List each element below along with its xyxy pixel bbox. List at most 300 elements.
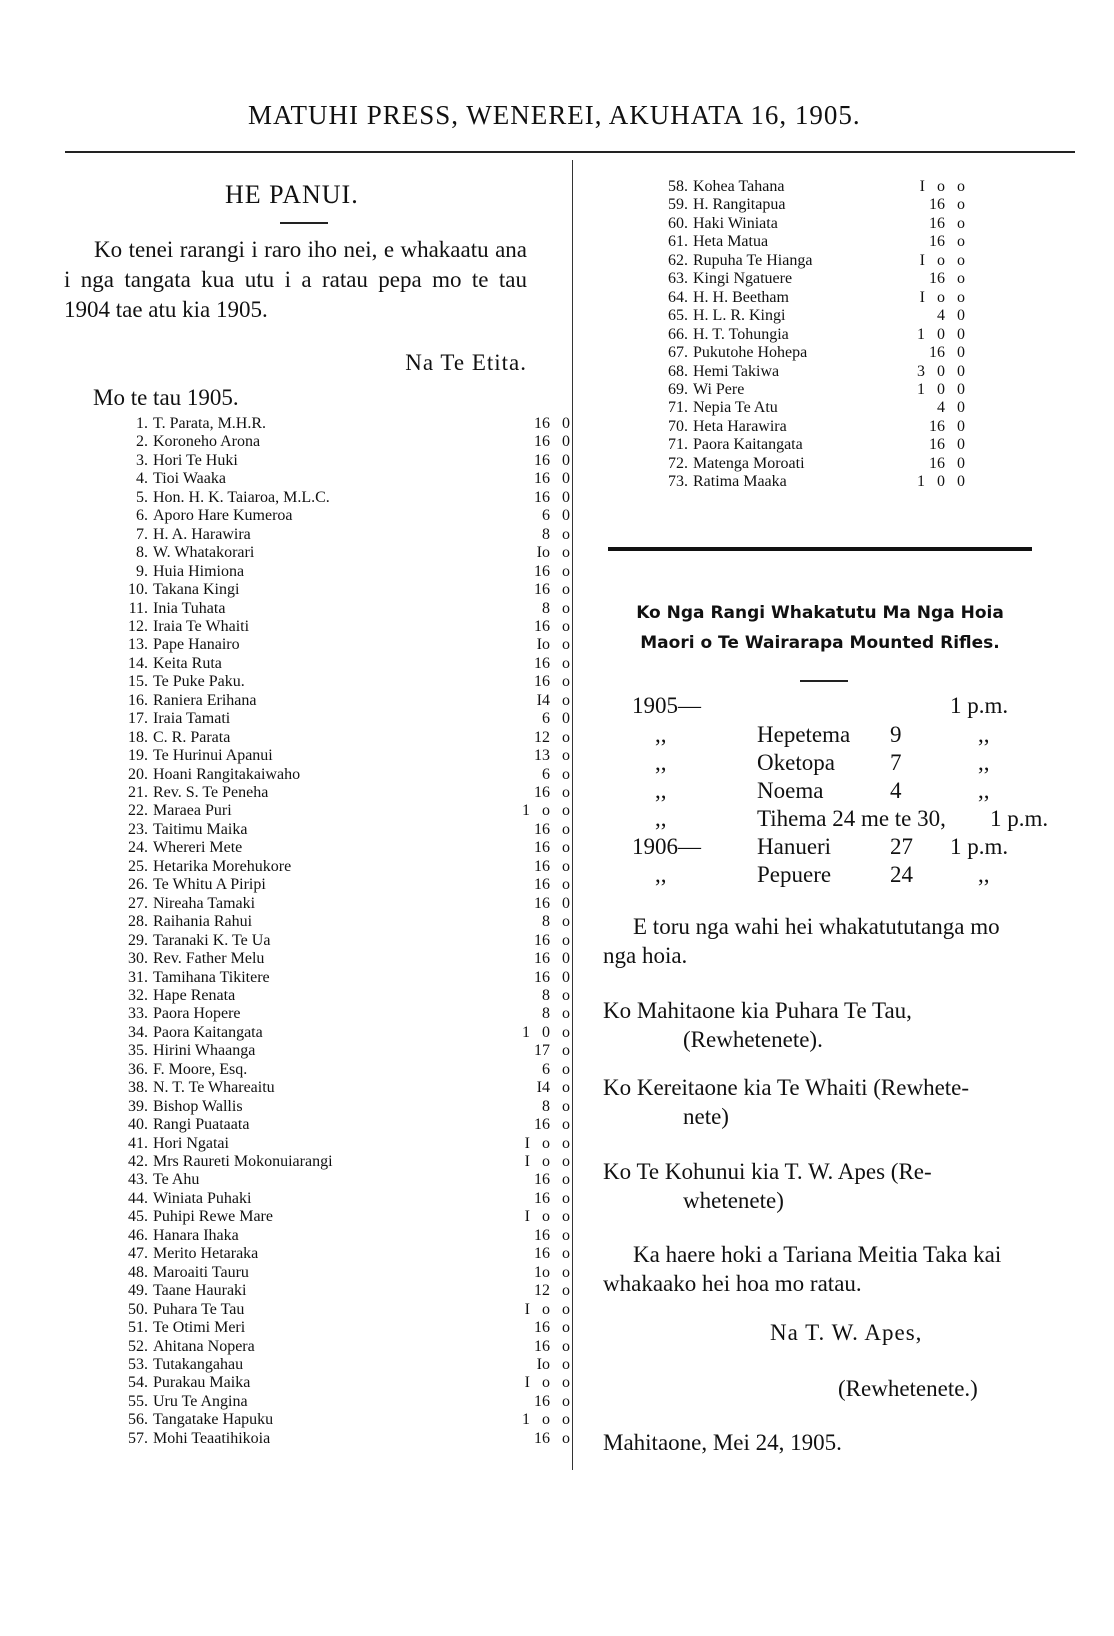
amount-part: 1o — [534, 1263, 550, 1281]
amount-part: o — [562, 1042, 570, 1060]
amount-paid — [890, 435, 965, 454]
amount-part: 16 — [534, 1392, 550, 1410]
subscriber-name: Whereri Mete — [153, 839, 243, 857]
amount-part: o — [562, 728, 570, 746]
subscriber-row — [110, 1060, 570, 1079]
amount-paid — [490, 580, 570, 599]
subscriber-name: Haki Winiata — [693, 214, 778, 232]
amount-paid — [490, 691, 570, 710]
amount-part: o — [562, 857, 570, 875]
row-number: 12. — [128, 617, 148, 635]
schedule-time: 1 p.m. — [950, 834, 1009, 859]
schedule-day: 7 — [890, 750, 902, 775]
row-number: 8. — [136, 544, 148, 562]
amount-part: o — [562, 581, 570, 599]
amount-part: 0 — [957, 362, 965, 380]
subscriber-row — [110, 1263, 570, 1282]
column-rule — [572, 160, 573, 1470]
amount-part: Io — [536, 1355, 550, 1373]
amount-part: o — [562, 1097, 570, 1115]
schedule-year: ,, — [655, 750, 667, 775]
subscriber-row — [650, 454, 1010, 473]
subscriber-row — [650, 195, 1010, 214]
amount-part: 6 — [542, 765, 550, 783]
amount-part: 16 — [534, 839, 550, 857]
amount-paid — [490, 432, 570, 451]
amount-part: 16 — [534, 470, 550, 488]
amount-part: o — [957, 288, 965, 306]
row-number: 9. — [136, 562, 148, 580]
subscriber-name: H. L. R. Kingi — [693, 307, 786, 325]
amount-part: 8 — [542, 1005, 550, 1023]
apes-signature: Na T. W. Apes, — [770, 1320, 923, 1345]
row-number: 71. — [668, 399, 688, 417]
row-number: 1. — [136, 415, 148, 432]
amount-part: 16 — [534, 1429, 550, 1447]
row-number: 19. — [128, 747, 148, 765]
amount-part: 0 — [957, 399, 965, 417]
row-number: 17. — [128, 710, 148, 728]
amount-part: 6 — [542, 507, 550, 525]
subscriber-row — [110, 765, 570, 784]
amount-part: o — [562, 747, 570, 765]
amount-part: 8 — [542, 986, 550, 1004]
subscriber-row — [650, 343, 1010, 362]
subscriber-name: Taranaki K. Te Ua — [153, 931, 271, 949]
amount-paid — [490, 783, 570, 802]
amount-part: o — [562, 1153, 570, 1170]
subscriber-row — [110, 1134, 570, 1153]
amount-part: Io — [536, 636, 550, 654]
amount-part: 16 — [534, 562, 550, 580]
amount-part: o — [562, 691, 570, 709]
amount-part: 1 — [917, 473, 925, 491]
row-number: 41. — [128, 1134, 148, 1152]
amount-part: o — [562, 986, 570, 1004]
row-number: 34. — [128, 1023, 148, 1041]
amount-part: 16 — [534, 617, 550, 635]
schedule-day: 24 — [890, 862, 913, 887]
place-2 — [603, 1073, 1033, 1131]
amount-part: I — [919, 178, 925, 195]
subscriber-row — [110, 1097, 570, 1116]
subscriber-row — [650, 177, 1010, 196]
amount-part: 16 — [534, 820, 550, 838]
row-number: 13. — [128, 636, 148, 654]
subscriber-name: Inia Tuhata — [153, 599, 226, 617]
subscriber-name: F. Moore, Esq. — [153, 1060, 248, 1078]
amount-part: o — [562, 1079, 570, 1097]
subscriber-name: Bishop Wallis — [153, 1097, 243, 1115]
rifles-heading — [600, 598, 1040, 658]
amount-part: 16 — [534, 1171, 550, 1189]
rifles-rule — [800, 680, 848, 682]
amount-part: o — [957, 270, 965, 288]
subscriber-row — [110, 1392, 570, 1411]
amount-paid — [490, 765, 570, 784]
amount-part: 1 — [522, 1023, 530, 1041]
amount-paid — [490, 1097, 570, 1116]
subscriber-row — [110, 709, 570, 728]
amount-paid — [490, 599, 570, 618]
amount-paid — [490, 801, 570, 820]
amount-part: 0 — [562, 451, 570, 469]
amount-paid — [490, 728, 570, 747]
amount-part: o — [562, 802, 570, 820]
amount-paid — [490, 1152, 570, 1171]
amount-part: 16 — [929, 417, 945, 435]
amount-part: 16 — [929, 233, 945, 251]
place-1-line1: Ko Mahitaone kia Puhara Te Tau, — [603, 998, 912, 1023]
subscriber-name: Rev. Father Melu — [153, 950, 265, 968]
row-number: 40. — [128, 1116, 148, 1134]
subscriber-name: Tamihana Tikitere — [153, 968, 270, 986]
row-number: 11. — [128, 599, 148, 617]
row-number: 18. — [128, 728, 148, 746]
amount-part: I — [524, 1153, 530, 1170]
subscriber-name: W. Whatakorari — [153, 544, 255, 562]
subscriber-name: Maroaiti Tauru — [153, 1263, 249, 1281]
amount-part: 3 — [917, 362, 925, 380]
subscriber-name: Wi Pere — [693, 380, 745, 398]
row-number: 29. — [128, 931, 148, 949]
amount-part: 0 — [562, 950, 570, 968]
subscriber-row — [110, 875, 570, 894]
amount-part: 6 — [542, 1060, 550, 1078]
subscriber-name: T. Parata, M.H.R. — [153, 415, 267, 432]
subscriber-name: Nireaha Tamaki — [153, 894, 256, 912]
amount-paid — [490, 1170, 570, 1189]
subscriber-name: Ahitana Nopera — [153, 1337, 255, 1355]
amount-paid — [490, 414, 570, 433]
subscriber-row — [110, 451, 570, 470]
subscriber-name: Hemi Takiwa — [693, 362, 780, 380]
row-number: 2. — [136, 433, 148, 451]
schedule-time: ,, — [978, 862, 990, 887]
amount-part: o — [562, 1300, 570, 1318]
amount-part: o — [562, 1060, 570, 1078]
row-number: 66. — [668, 325, 688, 343]
subscriber-row — [110, 728, 570, 747]
amount-part: 0 — [937, 473, 945, 491]
subscriber-name: Raniera Erihana — [153, 691, 257, 709]
amount-part: I — [919, 288, 925, 306]
row-number: 62. — [668, 251, 688, 269]
row-number: 51. — [128, 1319, 148, 1337]
row-number: 38. — [128, 1079, 148, 1097]
schedule-year: ,, — [655, 862, 667, 887]
row-number: 28. — [128, 913, 148, 931]
row-number: 20. — [128, 765, 148, 783]
amount-part: o — [562, 525, 570, 543]
row-number: 48. — [128, 1263, 148, 1281]
amount-part: o — [562, 1245, 570, 1263]
amount-paid — [490, 1207, 570, 1226]
row-number: 70. — [668, 417, 688, 435]
subscriber-name: Te Otimi Meri — [153, 1319, 246, 1337]
subscriber-name: Pukutohe Hohepa — [693, 344, 808, 362]
subscriber-name: Rangi Puataata — [153, 1116, 250, 1134]
amount-part: 1 — [522, 802, 530, 820]
row-number: 44. — [128, 1189, 148, 1207]
amount-part: 0 — [542, 1023, 550, 1041]
amount-part: I4 — [536, 691, 550, 709]
amount-paid — [890, 306, 965, 325]
subscriber-name: Raihania Rahui — [153, 913, 253, 931]
subscriber-row — [110, 746, 570, 765]
amount-part: o — [562, 1374, 570, 1392]
subscriber-name: Hori Te Huki — [153, 451, 238, 469]
amount-paid — [490, 1041, 570, 1060]
amount-part: o — [957, 178, 965, 195]
subscriber-name: H. T. Tohungia — [693, 325, 789, 343]
row-number: 56. — [128, 1411, 148, 1429]
amount-part: 0 — [957, 436, 965, 454]
row-number: 69. — [668, 380, 688, 398]
place-date: Mahitaone, Mei 24, 1905. — [603, 1430, 842, 1455]
subscriber-row — [110, 968, 570, 987]
amount-part: o — [562, 931, 570, 949]
subscriber-row — [110, 857, 570, 876]
amount-part: 0 — [562, 507, 570, 525]
amount-paid — [490, 488, 570, 507]
subscriber-name: Pape Hanairo — [153, 636, 240, 654]
row-number: 4. — [136, 470, 148, 488]
subscriber-name: Aporo Hare Kumeroa — [153, 507, 293, 525]
subscriber-row — [110, 1041, 570, 1060]
subscriber-name: Winiata Puhaki — [153, 1189, 252, 1207]
subscriber-name: Hetarika Morehukore — [153, 857, 292, 875]
subscriber-name: Taane Hauraki — [153, 1282, 247, 1300]
row-number: 59. — [668, 196, 688, 214]
subscriber-row — [650, 232, 1010, 251]
amount-part: 0 — [957, 307, 965, 325]
schedule-year: ,, — [655, 722, 667, 747]
amount-paid — [490, 1300, 570, 1319]
amount-part: 17 — [534, 1042, 550, 1060]
amount-paid — [490, 1373, 570, 1392]
amount-paid — [890, 472, 965, 491]
amount-part: 16 — [534, 1226, 550, 1244]
amount-paid — [490, 1337, 570, 1356]
amount-paid — [890, 362, 965, 381]
amount-part: 0 — [562, 710, 570, 728]
schedule-time: ,, — [978, 750, 990, 775]
amount-part: 0 — [562, 470, 570, 488]
amount-part: 4 — [937, 399, 945, 417]
schedule-month: Oketopa — [757, 750, 835, 775]
amount-part: 16 — [534, 857, 550, 875]
amount-part: o — [562, 1134, 570, 1152]
amount-paid — [890, 288, 965, 307]
subscriber-row — [110, 599, 570, 618]
amount-paid — [490, 1004, 570, 1023]
amount-paid — [490, 1410, 570, 1429]
amount-part: 16 — [929, 436, 945, 454]
amount-paid — [490, 912, 570, 931]
subscriber-row — [110, 432, 570, 451]
subscriber-row — [110, 801, 570, 820]
amount-part: o — [562, 765, 570, 783]
subscriber-row — [110, 1078, 570, 1097]
notice-title: HE PANUI. — [225, 180, 359, 209]
subscriber-name: Heta Harawira — [693, 417, 787, 435]
subscriber-row — [110, 580, 570, 599]
subscriber-row — [110, 654, 570, 673]
row-number: 39. — [128, 1097, 148, 1115]
subscriber-row — [110, 525, 570, 544]
amount-part: 0 — [937, 380, 945, 398]
subscriber-name: Keita Ruta — [153, 654, 222, 672]
place-3 — [603, 1157, 1033, 1215]
amount-part: 0 — [562, 894, 570, 912]
amount-paid — [490, 986, 570, 1005]
amount-part: 16 — [534, 931, 550, 949]
amount-part: 0 — [957, 417, 965, 435]
amount-paid — [490, 506, 570, 525]
title-rule — [280, 222, 328, 224]
amount-paid — [890, 232, 965, 251]
amount-paid — [490, 1189, 570, 1208]
subscriber-name: Hirini Whaanga — [153, 1042, 256, 1060]
amount-paid — [890, 343, 965, 362]
amount-part: o — [562, 1392, 570, 1410]
amount-part: o — [562, 1411, 570, 1429]
subscriber-row — [110, 949, 570, 968]
subscriber-name: H. A. Harawira — [153, 525, 251, 543]
row-number: 73. — [668, 473, 688, 491]
row-number: 60. — [668, 214, 688, 232]
amount-paid — [490, 949, 570, 968]
amount-paid — [890, 380, 965, 399]
amount-part: o — [542, 1374, 550, 1392]
amount-part: o — [562, 1282, 570, 1300]
amount-part: o — [562, 1005, 570, 1023]
subscriber-row — [650, 417, 1010, 436]
amount-part: o — [957, 233, 965, 251]
amount-part: 0 — [937, 362, 945, 380]
amount-part: 16 — [534, 968, 550, 986]
subscriber-row — [110, 1115, 570, 1134]
amount-part: o — [562, 636, 570, 654]
amount-part: o — [562, 913, 570, 931]
amount-part: o — [542, 1153, 550, 1170]
teacher-para: Ka haere hoki a Tariana Meitia Taka kai whakaako hei hoa mo ratau. — [603, 1242, 1002, 1296]
subscriber-name: Takana Kingi — [153, 581, 240, 599]
subscriber-row — [650, 398, 1010, 417]
amount-part: I — [524, 1208, 530, 1226]
subscriber-name: N. T. Te Whareaitu — [153, 1079, 275, 1097]
amount-paid — [490, 1429, 570, 1448]
amount-part: 13 — [534, 747, 550, 765]
amount-part: 16 — [534, 784, 550, 801]
row-number: 47. — [128, 1245, 148, 1263]
row-number: 14. — [128, 654, 148, 672]
amount-part: 16 — [929, 454, 945, 472]
amount-part: 16 — [929, 270, 945, 288]
amount-paid — [490, 820, 570, 839]
section-rule — [608, 547, 1032, 551]
amount-paid — [490, 617, 570, 636]
amount-part: I — [524, 1134, 530, 1152]
amount-part: 16 — [534, 654, 550, 672]
subscriber-row — [110, 1337, 570, 1356]
amount-paid — [490, 1060, 570, 1079]
amount-part: 0 — [562, 415, 570, 432]
amount-part: 16 — [534, 1337, 550, 1355]
subscriber-row — [650, 380, 1010, 399]
amount-part: 4 — [937, 307, 945, 325]
amount-part: 16 — [534, 581, 550, 599]
amount-part: o — [937, 251, 945, 269]
schedule-day: 9 — [890, 722, 902, 747]
subscriber-name: Te Hurinui Apanui — [153, 747, 273, 765]
row-number: 61. — [668, 233, 688, 251]
subscriber-name: Uru Te Angina — [153, 1392, 248, 1410]
schedule-time: 1 p.m. — [950, 693, 1009, 718]
subscriber-row — [110, 912, 570, 931]
amount-part: 8 — [542, 913, 550, 931]
amount-part: o — [542, 1411, 550, 1429]
subscriber-name: Matenga Moroati — [693, 454, 805, 472]
subscriber-name: C. R. Parata — [153, 728, 231, 746]
row-number: 58. — [668, 178, 688, 195]
amount-part: 0 — [957, 380, 965, 398]
row-number: 43. — [128, 1171, 148, 1189]
amount-paid — [890, 454, 965, 473]
amount-part: o — [562, 1263, 570, 1281]
amount-part: 16 — [534, 1245, 550, 1263]
subscriber-row — [110, 1244, 570, 1263]
amount-paid — [490, 1392, 570, 1411]
amount-part: o — [562, 1189, 570, 1207]
subscriber-row — [650, 288, 1010, 307]
amount-part: 0 — [957, 454, 965, 472]
schedule-time: ,, — [978, 722, 990, 747]
amount-part: o — [542, 1300, 550, 1318]
amount-part: o — [957, 214, 965, 232]
amount-part: 8 — [542, 599, 550, 617]
subscriber-row — [110, 672, 570, 691]
row-number: 57. — [128, 1429, 148, 1447]
amount-part: o — [562, 876, 570, 894]
row-number: 33. — [128, 1005, 148, 1023]
amount-paid — [490, 1318, 570, 1337]
amount-paid — [490, 672, 570, 691]
amount-paid — [490, 931, 570, 950]
amount-part: 0 — [957, 325, 965, 343]
row-number: 42. — [128, 1153, 148, 1170]
subscriber-name: Rev. S. Te Peneha — [153, 784, 269, 801]
amount-part: o — [562, 617, 570, 635]
subscriber-name: Huia Himiona — [153, 562, 245, 580]
amount-paid — [490, 1115, 570, 1134]
row-number: 68. — [668, 362, 688, 380]
amount-paid — [490, 1134, 570, 1153]
row-number: 65. — [668, 307, 688, 325]
amount-part: o — [562, 599, 570, 617]
row-number: 23. — [128, 820, 148, 838]
row-number: 24. — [128, 839, 148, 857]
amount-paid — [890, 177, 965, 196]
amount-paid — [890, 195, 965, 214]
amount-part: o — [562, 1116, 570, 1134]
subscriber-row — [110, 1429, 570, 1448]
amount-paid — [490, 562, 570, 581]
schedule-month: Noema — [757, 778, 824, 803]
amount-part: 16 — [534, 1319, 550, 1337]
amount-part: 6 — [542, 710, 550, 728]
